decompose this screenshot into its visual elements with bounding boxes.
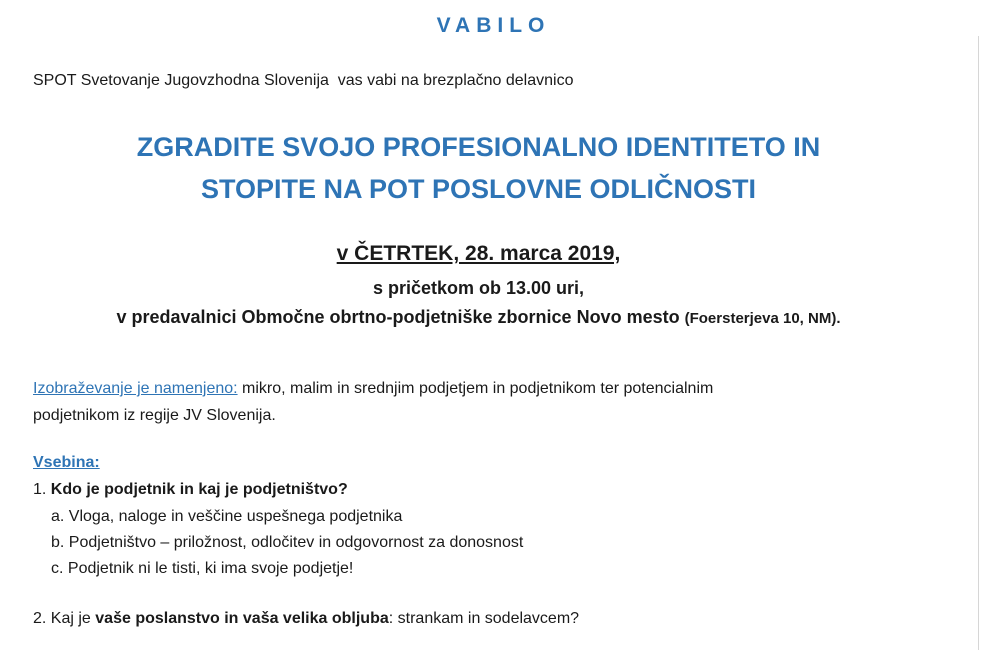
audience-text-2: podjetnikom iz regije JV Slovenija. xyxy=(33,407,276,424)
content-subitem-c-text: Podjetnik ni le tisti, ki ima svoje podjetje! xyxy=(67,560,354,577)
content-item-2-number: 2. xyxy=(33,610,47,627)
page-edge-line xyxy=(978,36,979,650)
content-subitem-a xyxy=(51,508,402,526)
content-item-1-title: Kdo je podjetnik in kaj je podjetništvo? xyxy=(50,481,348,498)
content-item-2 xyxy=(33,610,579,628)
content-subitem-b-text: Podjetništvo – priložnost, odločitev in odgovornost za donosnost xyxy=(68,534,524,551)
event-venue-name: v predavalnici Območne obrtno-podjetniške zbornice Novo mesto xyxy=(116,307,680,327)
audience-label: Izobraževanje je namenjeno: xyxy=(33,380,238,397)
content-subitem-c-letter: c. xyxy=(51,560,64,577)
content-item-1-number: 1. xyxy=(33,481,47,498)
content-subitem-b xyxy=(51,534,523,552)
content-item-1 xyxy=(33,481,348,499)
content-item-2-prefix: Kaj je xyxy=(50,610,91,627)
event-date: v ČETRTEK, 28. marca 2019, xyxy=(336,242,621,265)
invitation-heading: VABILO xyxy=(436,14,551,37)
workshop-title-line-2: STOPITE NA POT POSLOVNE ODLIČNOSTI xyxy=(200,174,757,204)
event-venue xyxy=(0,307,957,328)
workshop-title-line-1: ZGRADITE SVOJO PROFESIONALNO IDENTITETO IN xyxy=(136,132,821,162)
content-item-2-bold: vaše poslanstvo in vaša velika obljuba xyxy=(95,610,389,627)
content-subitem-a-letter: a. xyxy=(51,508,65,525)
workshop-title xyxy=(0,126,957,210)
intro-text: SPOT Svetovanje Jugovzhodna Slovenija vas vabi na brezplačno delavnico xyxy=(33,72,574,89)
event-venue-address: (Foersterjeva 10, NM). xyxy=(684,310,841,327)
content-heading: Vsebina: xyxy=(33,454,100,471)
event-time: s pričetkom ob 13.00 uri, xyxy=(372,278,585,298)
content-item-2-suffix: : strankam in sodelavcem? xyxy=(388,610,580,627)
audience-paragraph xyxy=(33,375,933,429)
content-subitem-a-text: Vloga, naloge in veščine uspešnega podjetnika xyxy=(68,508,403,525)
content-subitem-c xyxy=(51,560,353,578)
audience-text-1: mikro, malim in srednjim podjetjem in podjetnikom ter potencialnim xyxy=(237,380,714,397)
content-subitem-b-letter: b. xyxy=(51,534,65,551)
